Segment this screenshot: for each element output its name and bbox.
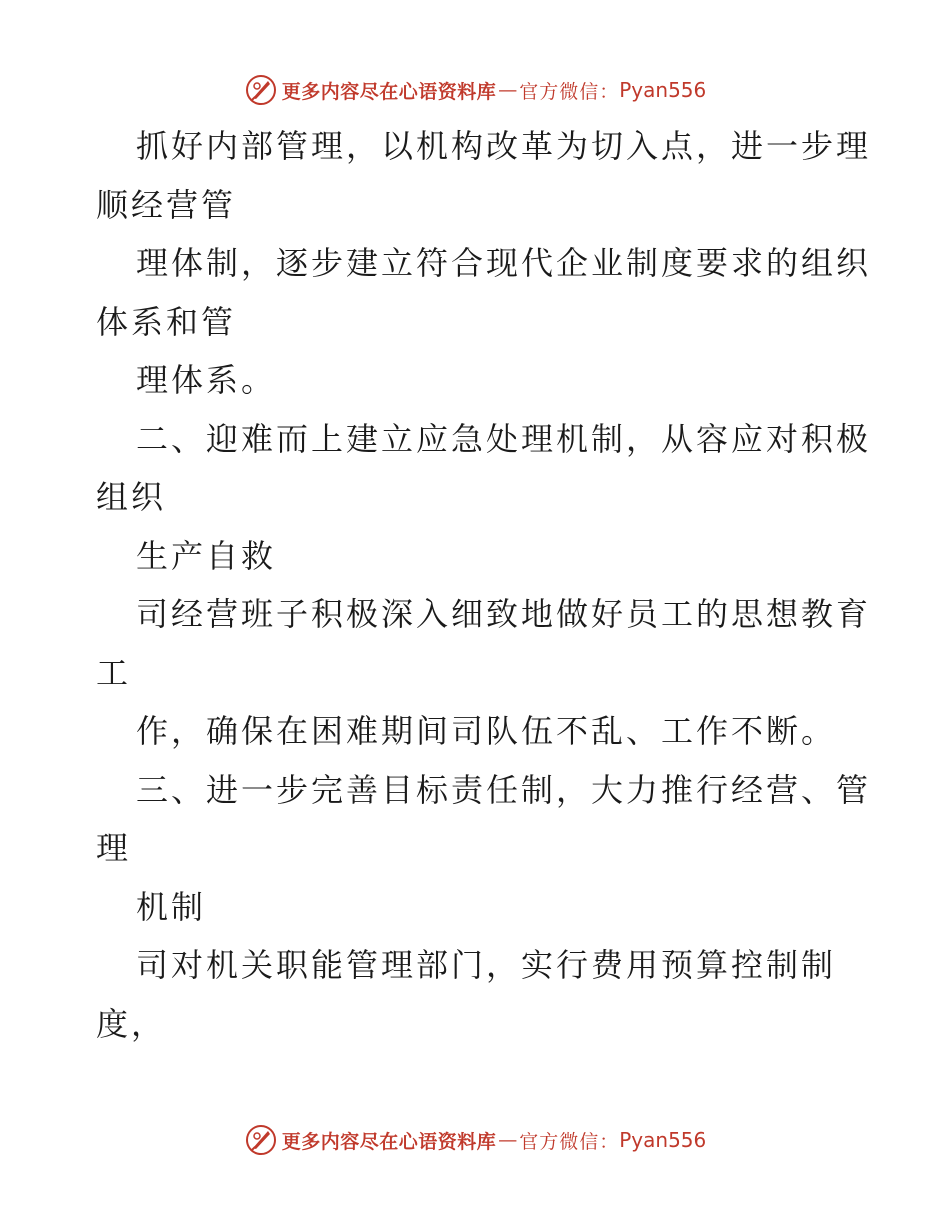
body-line: 司经营班子积极深入细致地做好员工的思想教育 [136,595,872,633]
body-line: 作，确保在困难期间司队伍不乱、工作不断。 [136,712,837,750]
footer-dash: — [498,1129,518,1151]
footer-main-text: 更多内容尽在心语资料库 [281,1130,497,1153]
footer-banner [0,1120,950,1160]
body-line: 理体制，逐步建立符合现代企业制度要求的组织 [136,244,872,282]
header-main-text: 更多内容尽在心语资料库 [281,80,497,103]
body-line: 抓好内部管理，以机构改革为切入点，进一步理 [136,127,872,165]
body-line: 体系和管 [96,302,237,341]
header-sub-text: 官方微信： [519,80,620,103]
body-line: 机制 [136,887,207,926]
header-wechat-id: Pyan556 [619,78,707,102]
body-line: 度， [96,1004,167,1043]
body-line: 二、迎难而上建立应急处理机制，从容应对积极 [136,419,872,458]
header-dash: — [498,79,518,101]
body-line: 工 [96,653,132,692]
body-line: 生产自救 [136,536,277,575]
body-line: 理 [96,829,132,867]
feather-pen-icon [244,1123,278,1157]
body-line: 顺经营管 [96,185,237,224]
body-line: 理体系。 [136,361,277,399]
footer-sub-text: 官方微信： [519,1130,620,1153]
body-line: 组织 [96,478,167,516]
body-line: 司对机关职能管理部门，实行费用预算控制制 [136,946,837,984]
document-body [96,117,872,1053]
feather-pen-icon [244,73,278,107]
footer-wechat-id: Pyan556 [619,1128,707,1152]
body-line: 三、进一步完善目标责任制，大力推行经营、管 [136,770,872,809]
header-banner [0,70,950,110]
